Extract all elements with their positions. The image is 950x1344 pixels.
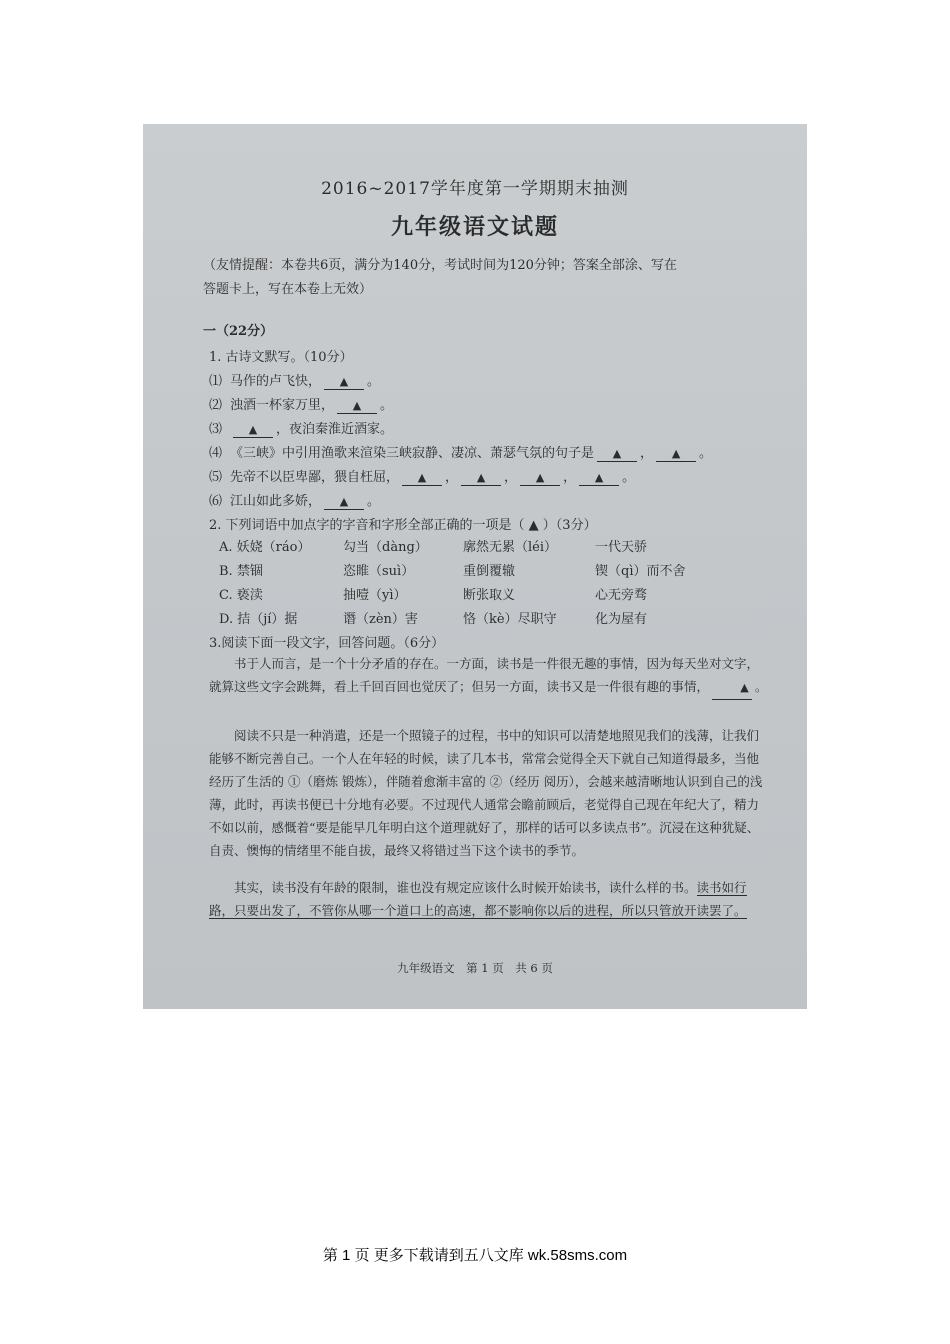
- triangle-icon: ▲: [417, 471, 427, 484]
- answer-blank: [461, 470, 501, 486]
- answer-blank: [324, 494, 364, 510]
- option-cell: 重倒覆辙: [463, 564, 516, 579]
- triangle-icon: ▲: [476, 471, 486, 484]
- item-number: ⑶: [209, 422, 223, 437]
- item-text: 浊酒一杯家万里，: [230, 398, 335, 413]
- triangle-icon: ▲: [594, 471, 604, 484]
- answer-blank: [656, 446, 696, 462]
- option-cell: 廓然无累（léi）: [463, 540, 558, 555]
- item-number: ⑹: [209, 494, 223, 509]
- separator: ，: [504, 470, 518, 485]
- question-1-heading: 1. 古诗文默写。（10分）: [209, 350, 353, 365]
- separator: ，: [563, 470, 577, 485]
- passage-paragraph-1: [209, 652, 769, 700]
- option-cell: C. 亵渎: [219, 588, 263, 603]
- item-number: ⑵: [209, 398, 223, 413]
- option-cell: 谮（zèn）害: [343, 612, 418, 627]
- question-1-item: [209, 442, 712, 462]
- item-text: 《三峡》中引用渔歌来渲染三峡寂静、凄凉、萧瑟气氛的句子是: [230, 446, 595, 461]
- question-2-heading: 2. 下列词语中加点字的字音和字形全部正确的一项是（ ▲ ）（3分）: [209, 518, 597, 533]
- triangle-icon: ▲: [535, 471, 545, 484]
- question-3-heading: 3.阅读下面一段文字，回答问题。（6分）: [209, 636, 445, 651]
- question-1-item: [209, 466, 635, 486]
- notice-line: 答题卡上，写在本卷上无效）: [203, 282, 373, 297]
- document-footer: 第 1 页 更多下载请到五八文库 wk.58sms.com: [322, 1247, 628, 1264]
- item-text: 。: [367, 374, 381, 389]
- item-text: 。: [367, 494, 381, 509]
- option-cell: 一代天骄: [595, 540, 648, 555]
- answer-blank: [233, 422, 273, 438]
- option-cell: 抽噎（yì）: [343, 588, 407, 603]
- notice-line: （友情提醒：本卷共6页，满分为140分，考试时间为120分钟；答案全部涂、写在: [203, 258, 677, 273]
- question-1-item: [209, 490, 380, 510]
- answer-blank: [402, 470, 442, 486]
- option-cell: 化为屋有: [595, 612, 648, 627]
- passage-paragraph-2: 阅读不只是一种消遣，还是一个照镜子的过程，书中的知识可以清楚地照见我们的浅薄，让我们能够不断完善自己。一个人在年轻的时候，读了几本书，常常会觉得全天下就自己知道得最多，当他经历了生活的 ①（磨炼 锻炼），伴随着愈渐丰富的 ②（经历 阅历），会越来越清晰地认识到自己的浅薄，此时，再读书便已十分地有必要。不过现代人通常会瞻前顾后，老觉得自己现在年纪大了，精力不如以前，感慨着“要是能早几年明白这个道理就好了，那样的话可以多读点书”。沉浸在这种犹疑、自责、懊悔的情绪里不能自拔，最终又将错过当下这个读书的季节。: [209, 728, 763, 858]
- exam-photo: [143, 124, 807, 1009]
- answer-blank: [712, 675, 752, 700]
- item-text: 。: [699, 446, 713, 461]
- option-cell: 恪（kè）尽职守: [463, 612, 557, 627]
- section-heading: 一（22分）: [203, 324, 274, 339]
- item-text: 马作的卢飞快，: [230, 374, 322, 389]
- option-cell: 心无旁骛: [595, 588, 648, 603]
- answer-blank: [520, 470, 560, 486]
- exam-page-footer: 九年级语文 第 1 页 共 6 页: [397, 961, 553, 975]
- exam-subtitle: 九年级语文试题: [390, 214, 559, 240]
- triangle-icon: ▲: [339, 495, 349, 508]
- exam-title: 2016~2017学年度第一学期期末抽测: [321, 179, 629, 199]
- passage-text: 。: [755, 679, 768, 694]
- item-number: ⑴: [209, 374, 223, 389]
- option-cell: 锲（qì）而不舍: [595, 564, 686, 579]
- passage-paragraph-3: [209, 876, 769, 922]
- triangle-icon: ▲: [612, 447, 622, 460]
- option-cell: 断张取义: [463, 588, 516, 603]
- item-text: 先帝不以臣卑鄙，猥自枉屈，: [230, 470, 400, 485]
- question-1-item: [209, 370, 380, 390]
- option-cell: A. 妖娆（ráo）: [219, 540, 311, 555]
- item-number: ⑷: [209, 446, 223, 461]
- separator: ，: [445, 470, 459, 485]
- item-text: 。: [380, 398, 394, 413]
- passage-text: 其实，读书没有年龄的限制，谁也没有规定应该什么时候开始读书，读什么样的书。: [234, 880, 697, 895]
- item-text: 。: [622, 470, 636, 485]
- question-1-item: [209, 394, 393, 414]
- option-cell: 恣睢（suì）: [343, 564, 415, 579]
- option-cell: D. 拮（jí）据: [219, 612, 298, 627]
- triangle-icon: ▲: [740, 681, 749, 694]
- triangle-icon: ▲: [339, 375, 349, 388]
- triangle-icon: ▲: [671, 447, 681, 460]
- triangle-icon: ▲: [352, 399, 362, 412]
- passage-text: 书于人而言，是一个十分矛盾的存在。一方面，读书是一件很无趣的事情，因为每天坐对文字，就算这些文字会跳舞，看上千回百回也觉厌了；但另一方面，读书又是一件很有趣的事情，: [209, 656, 760, 694]
- underlined-sentence: 读书如行路，只要出发了，不管你从哪一个道口上的高速，都不影响你以后的进程，所以只管放开读罢了。: [209, 880, 747, 918]
- answer-blank: [337, 398, 377, 414]
- item-text: 江山如此多娇，: [230, 494, 322, 509]
- separator: ，: [640, 446, 654, 461]
- answer-blank: [324, 374, 364, 390]
- triangle-icon: ▲: [248, 423, 258, 436]
- answer-blank: [597, 446, 637, 462]
- exam-notice: [203, 254, 763, 302]
- item-number: ⑸: [209, 470, 223, 485]
- question-1-item: [209, 418, 393, 438]
- answer-blank: [579, 470, 619, 486]
- item-text: ，夜泊秦淮近酒家。: [276, 422, 394, 437]
- option-cell: B. 禁锢: [219, 564, 263, 579]
- option-cell: 勾当（dàng）: [343, 540, 428, 555]
